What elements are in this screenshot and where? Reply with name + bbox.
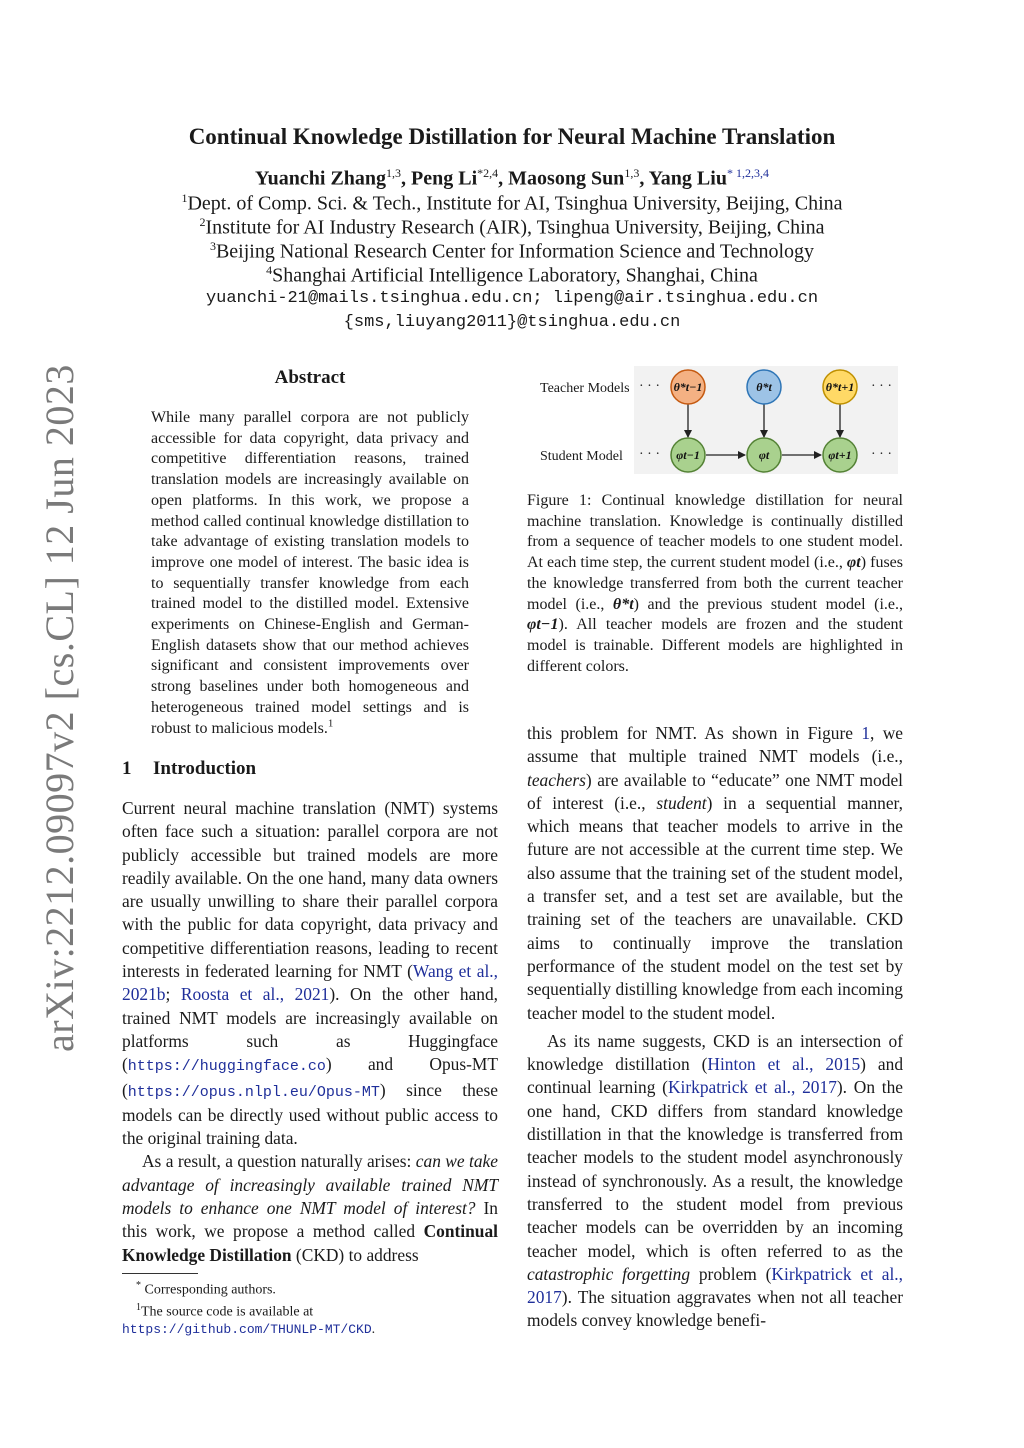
figure-1-diagram (538, 366, 898, 474)
figure-reference[interactable]: 1 (861, 723, 871, 743)
abstract-body: While many parallel corpora are not publicly accessible for data copyright, data privacy and competitive differentiation reasons, trained translation models are increasingly available on open platforms. In this work, we propose a method called continual knowledge distillation to take advantage of existing translation models to improve one model of interest. The basic idea is to sequentially transfer knowledge from each trained model to the distilled model. Extensive experiments on Chinese-English and German-English datasets show that our method achieves significant and consistent improvements over strong baselines under both homogeneous and heterogeneous trained model settings and is robust to malicious models.$^1$ (151, 409, 469, 737)
citation-link[interactable]: Kirkpatrick et al., 2017 (527, 1263, 903, 1308)
teacher-row-label: Teacher Models (540, 381, 630, 396)
source-code-link[interactable]: https://github.com/THUNLP-MT/CKD (122, 1322, 372, 1338)
abstract-heading: Abstract (274, 367, 346, 388)
node-label: φt−1 (676, 448, 700, 462)
footnote: * Corresponding authors. (136, 1280, 276, 1298)
author-emails: yuanchi-21@mails.tsinghua.edu.cn; lipeng@air.tsinghua.edu.cn (205, 289, 819, 308)
footnote-ref[interactable]: 1 (327, 717, 334, 730)
author-name: Peng Li (411, 167, 478, 190)
node-label: φt+1 (828, 448, 852, 462)
opus-mt-link[interactable]: https://opus.nlpl.eu/Opus-MT (127, 1083, 380, 1101)
citation-link[interactable]: Wang et al., 2021b (122, 961, 498, 1005)
arxiv-identifier: arXiv:2212.09097v2 [cs.CL] 12 Jun 2023 (37, 364, 82, 1052)
left-column-text (122, 797, 498, 1267)
citation-link[interactable]: Hinton et al., 2015 (707, 1054, 861, 1075)
paragraph: this problem for NMT. As shown in Figure 1, we assume that multiple trained NMT models (i.e., teachers) are available to “educate” one NMT model of interest (i.e., student) in a sequential manner, which means that teacher models to arrive in the future are not accessible at the current time step. We also assume that the training set of the student model, a transfer set, and a test set are available, but the training set of the teachers are unavailable. CKD aims to continually improve the translation performance of the student model on the test set by sequentially distilling knowledge from each incoming teacher model to the student model. (527, 723, 904, 1023)
affiliation: $^2$Institute for AI Industry Research (AIR), Tsinghua University, Beijing, China (199, 215, 825, 239)
paragraph: As its name suggests, CKD is an intersection of knowledge distillation (Hinton et al., 2015) and continual learning (Kirkpatrick et al., 2017). On the one hand, CKD differs from standard knowledge distillation in that the knowledge is transferred from teacher models to the student model asynchronously instead of synchronously. As a result, the knowledge transferred to the student model from previous teacher models can be overridden by an incoming teacher model, which is often referred to as the catastrophic forgetting problem (Kirkpatrick et al., 2017). The situation aggravates when not all teacher models convey knowledge benefi- (527, 1030, 904, 1331)
footnotes (122, 1277, 502, 1339)
paragraph: As a result, a question naturally arises: can we take advantage of increasingly available trained NMT models to enhance one NMT model of interest? In this work, we propose a method called Continual Knowledge Distillation (CKD) to address (122, 1151, 498, 1265)
citation-link[interactable]: Kirkpatrick et al., 2017 (667, 1077, 837, 1098)
node-label: φt (758, 448, 770, 462)
right-column-text (527, 722, 903, 1333)
author-list: Yuanchi Zhang$^{1,3}$, Peng Li$^{*2,4}$, Maosong Sun$^{1,3}$, Yang Liu$^{* 1,2,3,4}$ (255, 166, 769, 190)
student-row-label: Student Model (540, 449, 623, 464)
ellipsis-left: · · · (639, 379, 660, 394)
footnote-rule (122, 1273, 198, 1274)
ellipsis-left: · · · (639, 447, 660, 462)
author-marks: * 1,2,3,4 (726, 166, 769, 180)
figure-caption: Figure 1: Continual knowledge distillation for neural machine translation. Knowledge is continually distilled from a sequence of teacher models to one student model. At each time step, the current student model (i.e., φt) fuses the knowledge transferred from both the current teacher model (i.e., θ*t) and the previous student model (i.e., φt−1). All teacher models are frozen and the student model is trainable. Different models are highlighted in different colors. (527, 492, 904, 675)
author-name: Yuanchi Zhang (255, 167, 387, 190)
author-marks: 1,3 (624, 166, 640, 180)
author-marks: *2,4 (477, 166, 499, 180)
affiliation: $^4$Shanghai Artificial Intelligence Laboratory, Shanghai, China (266, 263, 758, 287)
affiliation: $^3$Beijing National Research Center for Information Science and Technology (209, 239, 815, 263)
node-label: θ*t (756, 380, 772, 394)
paragraph: Current neural machine translation (NMT) systems often face such a situation: parallel corpora are not publicly accessible but trained models are more readily available. On the one hand, many data owners are usually unwilling to share their parallel corpora with the public for data copyright, data privacy and competitive differentiation reasons, leading to recent interests in federated learning for NMT (Wang et al., 2021b; Roosta et al., 2021). On the other hand, trained NMT models are increasingly available on platforms such as Huggingface (https://huggingface.co) and Opus-MT (https://opus.nlpl.eu/Opus-MT) since these models can be directly used without public access to the original training data. (122, 798, 499, 1149)
footnote: $^1$The source code is available at https://github.com/THUNLP-MT/CKD. (122, 1302, 376, 1338)
author-name: Maosong Sun (508, 167, 625, 190)
huggingface-link[interactable]: https://huggingface.co (127, 1058, 326, 1076)
author-emails: {sms,liuyang2011}@tsinghua.edu.cn (343, 313, 681, 332)
ellipsis-right: · · · (871, 379, 892, 394)
citation-link[interactable]: Roosta et al., 2021 (180, 984, 330, 1005)
paper-title: Continual Knowledge Distillation for Neural Machine Translation (188, 124, 836, 149)
node-label: θ*t−1 (673, 380, 703, 394)
node-label: θ*t+1 (825, 380, 855, 394)
author-name: Yang Liu (648, 167, 727, 190)
ellipsis-right: · · · (871, 447, 892, 462)
author-marks: 1,3 (386, 166, 402, 180)
affiliation: $^1$Dept. of Comp. Sci. & Tech., Institute for AI, Tsinghua University, Beijing, China (181, 191, 843, 215)
section-heading: 1 Introduction (122, 758, 257, 779)
